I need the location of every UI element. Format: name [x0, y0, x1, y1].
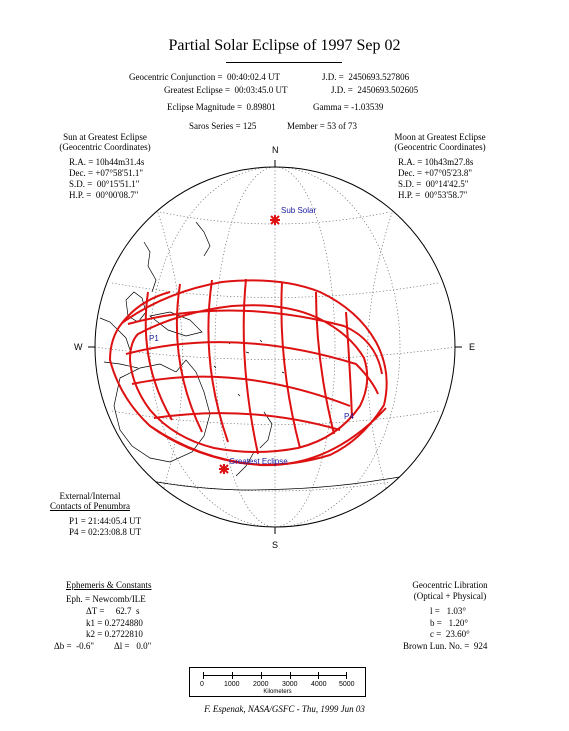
contacts-title: External/Internal [59, 491, 121, 501]
contact-p4-text: P4 = 02:23:08.8 UT [69, 527, 142, 537]
scale-tick-5000: 5000 [339, 681, 355, 688]
ephemeris-delta-l: Δl = 0.0" [114, 641, 152, 651]
scale-tick-1000: 1000 [224, 681, 240, 688]
ephemeris-delta-b: Δb = -0.6" [54, 641, 95, 651]
moon-hp-text: H.P. = 00°53'58.7" [398, 190, 468, 200]
compass-north: N [272, 145, 279, 155]
sun-dec-text: Dec. = +07°58'51.1" [69, 168, 144, 178]
moon-dec-text: Dec. = +07°05'23.8" [398, 168, 473, 178]
credit-line: F. Espenak, NASA/GSFC - Thu, 1999 Jun 03 [204, 704, 365, 714]
gamma-text: Gamma = -1.03539 [313, 102, 384, 112]
greatest-eclipse-label: Greatest Eclipse [229, 457, 288, 466]
scale-tick-4000: 4000 [311, 681, 327, 688]
libration-l: l = 1.03° [430, 606, 466, 616]
ephemeris-k1: k1 = 0.2724880 [86, 618, 143, 628]
sun-block-title: Sun at Greatest Eclipse [63, 132, 147, 142]
compass-west: W [74, 342, 83, 352]
p4-label: P4 [344, 412, 354, 421]
libration-title: Geocentric Libration [412, 580, 488, 590]
compass-east: E [469, 342, 476, 352]
p1-label: P1 [149, 334, 159, 343]
saros-series-text: Saros Series = 125 [189, 121, 257, 131]
libration-b: b = 1.20° [430, 618, 468, 628]
sun-sd-text: S.D. = 00°15'51.1" [69, 179, 140, 189]
greatest-eclipse-jd-text: J.D. = 2450693.502605 [331, 85, 419, 95]
libration-subtitle: (Optical + Physical) [413, 591, 487, 601]
moon-block-subtitle: (Geocentric Coordinates) [394, 142, 486, 152]
greatest-eclipse-time-text: Greatest Eclipse = 00:03:45.0 UT [164, 85, 288, 95]
eclipse-magnitude-text: Eclipse Magnitude = 0.89801 [167, 102, 276, 112]
saros-member-text: Member = 53 of 73 [287, 121, 358, 131]
page-title: Partial Solar Eclipse of 1997 Sep 02 [168, 37, 401, 54]
brown-lunation: Brown Lun. No. = 924 [403, 641, 488, 651]
scale-tick-3000: 3000 [282, 681, 298, 688]
ephemeris-delta-t: ΔT = 62.7 s [86, 606, 140, 616]
scale-tick-2000: 2000 [253, 681, 269, 688]
moon-sd-text: S.D. = 00°14'42.5" [398, 179, 469, 189]
contacts-subtitle: Contacts of Penumbra [50, 501, 130, 511]
sun-block-subtitle: (Geocentric Coordinates) [59, 142, 151, 152]
scale-tick-0: 0 [200, 681, 204, 688]
sub-solar-label: Sub Solar [281, 206, 317, 215]
geocentric-conjunction-text: Geocentric Conjunction = 00:40:02.4 UT [129, 72, 281, 82]
sun-ra-text: R.A. = 10h44m31.4s [69, 157, 145, 167]
scale-unit-label: Kilometers [263, 689, 292, 695]
sun-hp-text: H.P. = 00°00'08.7" [69, 190, 139, 200]
ephemeris-title: Ephemeris & Constants [66, 580, 152, 590]
ephemeris-eph: Eph. = Newcomb/ILE [66, 594, 146, 604]
conjunction-jd-text: J.D. = 2450693.527806 [322, 72, 410, 82]
compass-south: S [272, 540, 279, 550]
contact-p1-text: P1 = 21:44:05.4 UT [69, 516, 142, 526]
libration-c: c = 23.60° [430, 629, 470, 639]
moon-ra-text: R.A. = 10h43m27.8s [398, 157, 474, 167]
moon-block-title: Moon at Greatest Eclipse [394, 132, 486, 142]
ephemeris-k2: k2 = 0.2722810 [86, 629, 143, 639]
